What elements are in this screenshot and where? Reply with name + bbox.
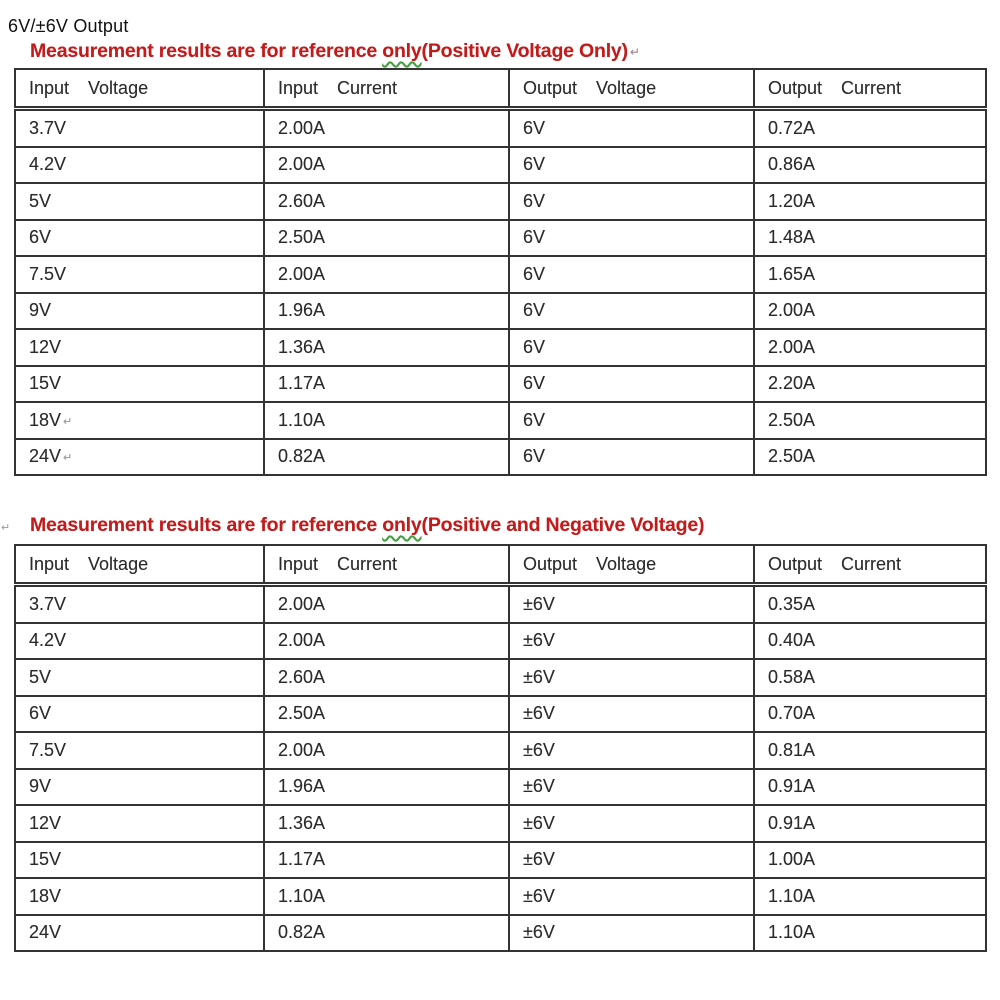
cell-output-voltage — [509, 623, 754, 660]
heading-text: (Positive Voltage Only) — [421, 40, 628, 62]
cell-value: 1.20A — [768, 190, 816, 211]
column-header-output-current: Output Current — [754, 69, 986, 109]
cell-value: 2.60A — [278, 190, 326, 211]
cell-input-current — [264, 220, 509, 257]
table-row — [15, 769, 986, 806]
cell-value: 2.00A — [278, 263, 326, 284]
cell-output-current — [754, 915, 986, 952]
cell-input-voltage — [15, 147, 264, 184]
table-row — [15, 220, 986, 257]
cell-value: ±6V — [523, 885, 555, 906]
cell-value: 1.96A — [278, 300, 326, 321]
cell-input-current — [264, 878, 509, 915]
cell-value: 15V — [29, 849, 62, 870]
cell-value: 2.50A — [278, 703, 326, 724]
cell-input-voltage — [15, 439, 264, 476]
cell-value: 12V — [29, 336, 62, 357]
cell-output-voltage — [509, 769, 754, 806]
cell-input-voltage — [15, 805, 264, 842]
cell-value: 2.00A — [768, 300, 816, 321]
cell-input-current — [264, 183, 509, 220]
cell-value: 2.00A — [768, 336, 816, 357]
cell-value: 6V — [523, 154, 546, 175]
cell-value: 1.65A — [768, 263, 816, 284]
return-mark-icon: ↵ — [629, 45, 640, 59]
cell-value: 5V — [29, 190, 52, 211]
cell-output-current — [754, 109, 986, 147]
cell-output-voltage — [509, 915, 754, 952]
table-row — [15, 366, 986, 403]
cell-value: 0.82A — [278, 446, 326, 467]
page-title: 6V/±6V Output — [8, 16, 129, 36]
table-body — [15, 585, 986, 952]
cell-value: 2.00A — [278, 117, 326, 138]
cell-input-voltage — [15, 623, 264, 660]
column-header-output-voltage: Output Voltage — [509, 545, 754, 585]
cell-input-voltage — [15, 220, 264, 257]
cell-output-voltage — [509, 878, 754, 915]
cell-output-voltage — [509, 220, 754, 257]
cell-value: ±6V — [523, 739, 555, 760]
cell-input-voltage — [15, 329, 264, 366]
cell-value: 2.00A — [278, 154, 326, 175]
cell-value: 0.40A — [768, 630, 816, 651]
cell-input-current — [264, 842, 509, 879]
cell-value: 2.50A — [768, 446, 816, 467]
cell-value: 6V — [523, 336, 546, 357]
table-positive-negative-voltage — [14, 544, 987, 952]
return-mark-icon: ↵ — [63, 415, 73, 428]
cell-output-voltage — [509, 842, 754, 879]
cell-input-voltage — [15, 256, 264, 293]
cell-output-voltage — [509, 805, 754, 842]
cell-value: 1.10A — [768, 885, 816, 906]
cell-value: 0.72A — [768, 117, 816, 138]
cell-value: 3.7V — [29, 593, 67, 614]
cell-value: 0.58A — [768, 666, 816, 687]
cell-input-voltage — [15, 842, 264, 879]
cell-value: 5V — [29, 666, 52, 687]
cell-output-current — [754, 220, 986, 257]
cell-input-current — [264, 769, 509, 806]
cell-value: 1.17A — [278, 373, 326, 394]
table-row — [15, 915, 986, 952]
cell-output-current — [754, 696, 986, 733]
cell-value: 24V — [29, 446, 62, 467]
table-header-row — [15, 545, 986, 585]
cell-output-voltage — [509, 256, 754, 293]
cell-output-current — [754, 256, 986, 293]
table-row — [15, 732, 986, 769]
cell-value: ±6V — [523, 776, 555, 797]
cell-input-voltage — [15, 696, 264, 733]
heading-spellcheck-word: only — [382, 40, 422, 62]
table-header-row — [15, 69, 986, 109]
cell-value: 0.35A — [768, 593, 816, 614]
return-mark-icon: ↵ — [63, 452, 73, 465]
cell-output-current — [754, 623, 986, 660]
table-row — [15, 842, 986, 879]
section-heading-positive-only — [30, 40, 640, 63]
cell-output-voltage — [509, 402, 754, 439]
cell-input-current — [264, 366, 509, 403]
heading-spellcheck-word: only — [382, 514, 422, 536]
cell-input-voltage — [15, 659, 264, 696]
cell-input-voltage — [15, 402, 264, 439]
cell-value: 0.91A — [768, 776, 816, 797]
table-body — [15, 109, 986, 476]
cell-value: 2.00A — [278, 630, 326, 651]
heading-text: (Positive and Negative Voltage) — [421, 514, 705, 536]
heading-text: Measurement results are for reference — [30, 514, 383, 536]
cell-value: 1.10A — [278, 409, 326, 430]
cell-value: 24V — [29, 922, 62, 943]
cell-input-voltage — [15, 915, 264, 952]
cell-value: 6V — [523, 373, 546, 394]
cell-value: 6V — [29, 227, 52, 248]
table-row — [15, 147, 986, 184]
cell-value: 7.5V — [29, 739, 67, 760]
table-row — [15, 439, 986, 476]
cell-value: 1.48A — [768, 227, 816, 248]
cell-input-voltage — [15, 769, 264, 806]
cell-input-voltage — [15, 293, 264, 330]
cell-value: 1.36A — [278, 336, 326, 357]
return-mark-icon: ↵ — [1, 522, 11, 534]
cell-value: 2.00A — [278, 739, 326, 760]
table-row — [15, 183, 986, 220]
cell-value: 2.20A — [768, 373, 816, 394]
column-header-input-current: Input Current — [264, 545, 509, 585]
cell-value: ±6V — [523, 922, 555, 943]
cell-input-voltage — [15, 366, 264, 403]
cell-input-current — [264, 805, 509, 842]
cell-input-current — [264, 915, 509, 952]
cell-value: 6V — [523, 263, 546, 284]
cell-output-current — [754, 659, 986, 696]
cell-value: 0.86A — [768, 154, 816, 175]
cell-output-voltage — [509, 329, 754, 366]
cell-value: ±6V — [523, 812, 555, 833]
cell-value: 18V — [29, 409, 62, 430]
column-header-input-current: Input Current — [264, 69, 509, 109]
cell-value: 2.50A — [278, 227, 326, 248]
table-row — [15, 585, 986, 623]
cell-output-voltage — [509, 585, 754, 623]
cell-value: ±6V — [523, 849, 555, 870]
cell-output-current — [754, 585, 986, 623]
cell-value: 7.5V — [29, 263, 67, 284]
cell-input-current — [264, 402, 509, 439]
cell-input-voltage — [15, 585, 264, 623]
cell-input-voltage — [15, 109, 264, 147]
cell-output-voltage — [509, 696, 754, 733]
table-row — [15, 623, 986, 660]
cell-output-current — [754, 183, 986, 220]
cell-output-voltage — [509, 183, 754, 220]
cell-value: 2.00A — [278, 593, 326, 614]
table-row — [15, 659, 986, 696]
cell-value: 0.70A — [768, 703, 816, 724]
heading-text: Measurement results are for reference — [30, 40, 383, 62]
cell-value: 1.10A — [278, 885, 326, 906]
cell-output-current — [754, 366, 986, 403]
cell-value: 6V — [523, 300, 546, 321]
cell-value: ±6V — [523, 593, 555, 614]
cell-output-voltage — [509, 109, 754, 147]
cell-output-current — [754, 732, 986, 769]
cell-output-current — [754, 439, 986, 476]
cell-output-voltage — [509, 366, 754, 403]
cell-input-current — [264, 732, 509, 769]
cell-value: 0.82A — [278, 922, 326, 943]
cell-input-current — [264, 585, 509, 623]
cell-output-voltage — [509, 659, 754, 696]
cell-output-current — [754, 147, 986, 184]
cell-value: 12V — [29, 812, 62, 833]
cell-input-voltage — [15, 878, 264, 915]
cell-value: 6V — [523, 446, 546, 467]
column-header-output-current: Output Current — [754, 545, 986, 585]
table-row — [15, 329, 986, 366]
cell-input-current — [264, 439, 509, 476]
cell-output-voltage — [509, 732, 754, 769]
cell-value: 6V — [523, 190, 546, 211]
cell-input-current — [264, 659, 509, 696]
cell-input-current — [264, 109, 509, 147]
cell-input-current — [264, 696, 509, 733]
cell-value: 6V — [523, 409, 546, 430]
column-header-output-voltage: Output Voltage — [509, 69, 754, 109]
cell-value: 1.00A — [768, 849, 816, 870]
table-row — [15, 805, 986, 842]
cell-output-current — [754, 878, 986, 915]
cell-value: 1.17A — [278, 849, 326, 870]
cell-input-voltage — [15, 183, 264, 220]
cell-output-voltage — [509, 147, 754, 184]
cell-value: 4.2V — [29, 154, 67, 175]
cell-output-current — [754, 842, 986, 879]
table-positive-voltage — [14, 68, 987, 476]
cell-value: 6V — [29, 703, 52, 724]
cell-output-current — [754, 293, 986, 330]
cell-value: ±6V — [523, 703, 555, 724]
cell-value: ±6V — [523, 666, 555, 687]
cell-value: 4.2V — [29, 630, 67, 651]
table-row — [15, 878, 986, 915]
cell-output-current — [754, 329, 986, 366]
cell-value: 1.96A — [278, 776, 326, 797]
cell-value: 9V — [29, 300, 52, 321]
cell-output-voltage — [509, 293, 754, 330]
cell-value: 1.10A — [768, 922, 816, 943]
table-row — [15, 402, 986, 439]
cell-output-voltage — [509, 439, 754, 476]
cell-value: 3.7V — [29, 117, 67, 138]
table-row — [15, 256, 986, 293]
column-header-input-voltage: Input Voltage — [15, 69, 264, 109]
cell-input-voltage — [15, 732, 264, 769]
cell-value: 2.60A — [278, 666, 326, 687]
cell-value: 0.91A — [768, 812, 816, 833]
cell-value: 15V — [29, 373, 62, 394]
cell-input-current — [264, 293, 509, 330]
cell-input-current — [264, 256, 509, 293]
cell-value: 1.36A — [278, 812, 326, 833]
cell-input-current — [264, 147, 509, 184]
cell-value: 18V — [29, 885, 62, 906]
return-mark-icon — [704, 519, 706, 533]
table-row — [15, 109, 986, 147]
section-heading-positive-negative — [30, 514, 706, 537]
cell-value: 2.50A — [768, 409, 816, 430]
cell-input-current — [264, 623, 509, 660]
cell-input-current — [264, 329, 509, 366]
cell-value: 6V — [523, 227, 546, 248]
cell-output-current — [754, 769, 986, 806]
cell-output-current — [754, 402, 986, 439]
table-row — [15, 696, 986, 733]
cell-value: 0.81A — [768, 739, 816, 760]
cell-value: 9V — [29, 776, 52, 797]
column-header-input-voltage: Input Voltage — [15, 545, 264, 585]
cell-value: ±6V — [523, 630, 555, 651]
cell-output-current — [754, 805, 986, 842]
cell-value: 6V — [523, 117, 546, 138]
table-row — [15, 293, 986, 330]
